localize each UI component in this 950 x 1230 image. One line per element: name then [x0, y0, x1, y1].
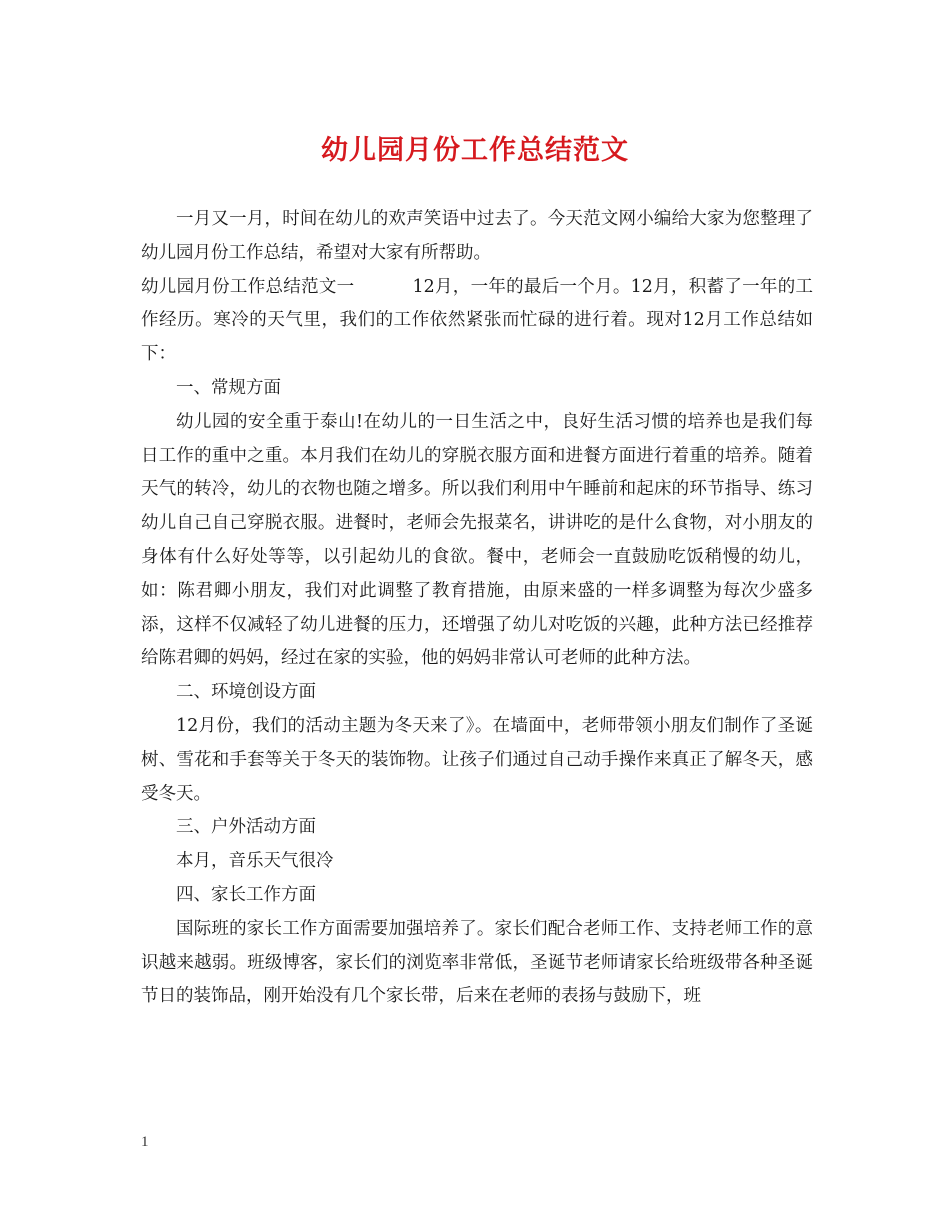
section-2-body: 12月份，我们的活动主题为冬天来了》。在墙面中，老师带领小朋友们制作了圣诞树、雪花和手套等关于冬天的装饰物。让孩子们通过自己动手操作来真正了解冬天，感受冬天。 [141, 715, 813, 804]
section-4-heading: 四、家长工作方面 [176, 884, 316, 905]
section-3-heading: 三、户外活动方面 [176, 817, 316, 838]
document-body [141, 203, 813, 1014]
page-number: 1 [141, 1134, 149, 1150]
intro-paragraph: 一月又一月，时间在幼儿的欢声笑语中过去了。今天范文网小编给大家为您整理了幼儿园月份工作总结，希望对大家有所帮助。 [141, 209, 813, 263]
section-1-heading: 一、常规方面 [176, 377, 281, 398]
article-opening: 12月，一年的最后一个月。12月，积蓄了一年的工作经历。寒冷的天气里，我们的工作依然紧张而忙碌的进行着。现对12月工作总结如下： [141, 276, 813, 365]
article-paragraph [141, 271, 813, 372]
document-title: 幼儿园月份工作总结范文 [321, 135, 629, 166]
section-2-heading: 二、环境创设方面 [176, 682, 316, 703]
section-3-body: 本月，音乐天气很冷 [176, 851, 334, 872]
section-4-body: 国际班的家长工作方面需要加强培养了。家长们配合老师工作、支持老师工作的意识越来越弱。班级博客，家长们的浏览率非常低，圣诞节老师请家长给班级带各种圣诞节日的装饰品，刚开始没有几个家长带，后来在老师的表扬与鼓励下，班 [141, 918, 813, 1007]
article-heading: 幼儿园月份工作总结范文一 [141, 276, 355, 297]
section-1-body: 幼儿园的安全重于泰山!在幼儿的一日生活之中，良好生活习惯的培养也是我们每日工作的重中之重。本月我们在幼儿的穿脱衣服方面和进餐方面进行着重的培养。随着天气的转冷，幼儿的衣物也随之增多。所以我们利用中午睡前和起床的环节指导、练习幼儿自己自己穿脱衣服。进餐时，老师会先报菜名，讲讲吃的是什么食物，对小朋友的身体有什么好处等等，以引起幼儿的食欲。餐中，老师会一直鼓励吃饭稍慢的幼儿，如：陈君卿小朋友，我们对此调整了教育措施，由原来盛的一样多调整为每次少盛多添，这样不仅减轻了幼儿进餐的压力，还增强了幼儿对吃饭的兴趣，此种方法已经推荐给陈君卿的妈妈，经过在家的实验，他的妈妈非常认可老师的此种方法。 [141, 411, 813, 669]
